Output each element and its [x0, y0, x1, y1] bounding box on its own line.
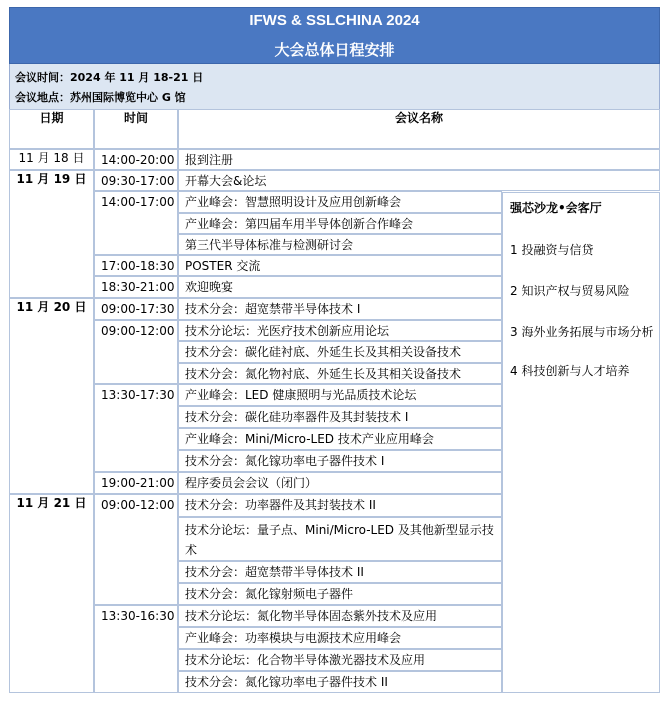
session-cell: 产业峰会：Mini/Micro-LED 技术产业应用峰会 [178, 428, 502, 450]
column-header-time: 时间 [94, 109, 178, 149]
date-cell: 11 月 18 日 [9, 149, 94, 170]
time-cell: 09:00-12:00 [94, 494, 178, 605]
column-header-name: 会议名称 [178, 109, 660, 149]
session-cell: 开幕大会&论坛 [178, 170, 660, 191]
salon-panel [502, 192, 660, 693]
time-cell: 17:00-18:30 [94, 255, 178, 276]
salon-item: 1 投融资与信贷 [510, 243, 594, 257]
session-cell: 报到注册 [178, 149, 660, 170]
salon-title: 强芯沙龙•会客厅 [510, 201, 602, 215]
time-cell: 13:30-16:30 [94, 605, 178, 693]
info-block [9, 64, 660, 109]
time-cell: 19:00-21:00 [94, 472, 178, 494]
schedule-document [9, 7, 660, 693]
session-cell: 技术分论坛：量子点、Mini/Micro-LED 及其他新型显示技术 [178, 517, 502, 561]
salon-item: 2 知识产权与贸易风险 [510, 284, 630, 298]
session-cell: 技术分会：超宽禁带半导体技术 II [178, 561, 502, 583]
session-cell: 产业峰会：智慧照明设计及应用创新峰会 [178, 191, 502, 213]
session-cell: 技术分会：氮化物衬底、外延生长及其相关设备技术 [178, 363, 502, 384]
session-cell: POSTER 交流 [178, 255, 502, 276]
salon-item: 4 科技创新与人才培养 [510, 364, 630, 378]
date-cell: 11 月 19 日 [9, 170, 94, 298]
date-cell: 11 月 21 日 [9, 494, 94, 693]
time-cell: 09:00-12:00 [94, 320, 178, 384]
schedule-title: 大会总体日程安排 [274, 41, 395, 59]
time-cell: 09:30-17:00 [94, 170, 178, 191]
session-cell: 技术分会：超宽禁带半导体技术 I [178, 298, 502, 320]
time-cell: 09:00-17:30 [94, 298, 178, 320]
meeting-place: 会议地点：苏州国际博览中心 G 馆 [15, 91, 186, 104]
session-cell: 程序委员会会议（闭门） [178, 472, 502, 494]
column-header-date: 日期 [9, 109, 94, 149]
salon-item: 3 海外业务拓展与市场分析 [510, 325, 654, 339]
session-cell: 产业峰会：第四届车用半导体创新合作峰会 [178, 213, 502, 234]
session-cell: 技术分论坛：化合物半导体激光器技术及应用 [178, 649, 502, 671]
session-cell: 产业峰会：功率模块与电源技术应用峰会 [178, 627, 502, 649]
session-cell: 第三代半导体标准与检测研讨会 [178, 234, 502, 255]
session-cell: 技术分会：碳化硅衬底、外延生长及其相关设备技术 [178, 341, 502, 363]
session-cell: 技术分会：氮化镓功率电子器件技术 II [178, 671, 502, 693]
date-cell: 11 月 20 日 [9, 298, 94, 494]
event-title: IFWS & SSLCHINA 2024 [249, 12, 420, 29]
session-cell: 技术分论坛：光医疗技术创新应用论坛 [178, 320, 502, 341]
session-cell: 技术分会：碳化硅功率器件及其封装技术 Ⅰ [178, 406, 502, 428]
time-cell: 18:30-21:00 [94, 276, 178, 298]
header-banner [9, 7, 660, 64]
time-cell: 13:30-17:30 [94, 384, 178, 472]
time-cell: 14:00-17:00 [94, 191, 178, 255]
session-cell: 技术分论坛：氮化物半导体固态紫外技术及应用 [178, 605, 502, 627]
meeting-time: 会议时间：2024 年 11 月 18-21 日 [15, 71, 204, 84]
session-cell: 技术分会：氮化镓功率电子器件技术 I [178, 450, 502, 472]
session-cell: 技术分会：氮化镓射频电子器件 [178, 583, 502, 605]
session-cell: 欢迎晚宴 [178, 276, 502, 298]
time-cell: 14:00-20:00 [94, 149, 178, 170]
session-cell: 技术分会：功率器件及其封装技术 II [178, 494, 502, 517]
session-cell: 产业峰会：LED 健康照明与光品质技术论坛 [178, 384, 502, 406]
